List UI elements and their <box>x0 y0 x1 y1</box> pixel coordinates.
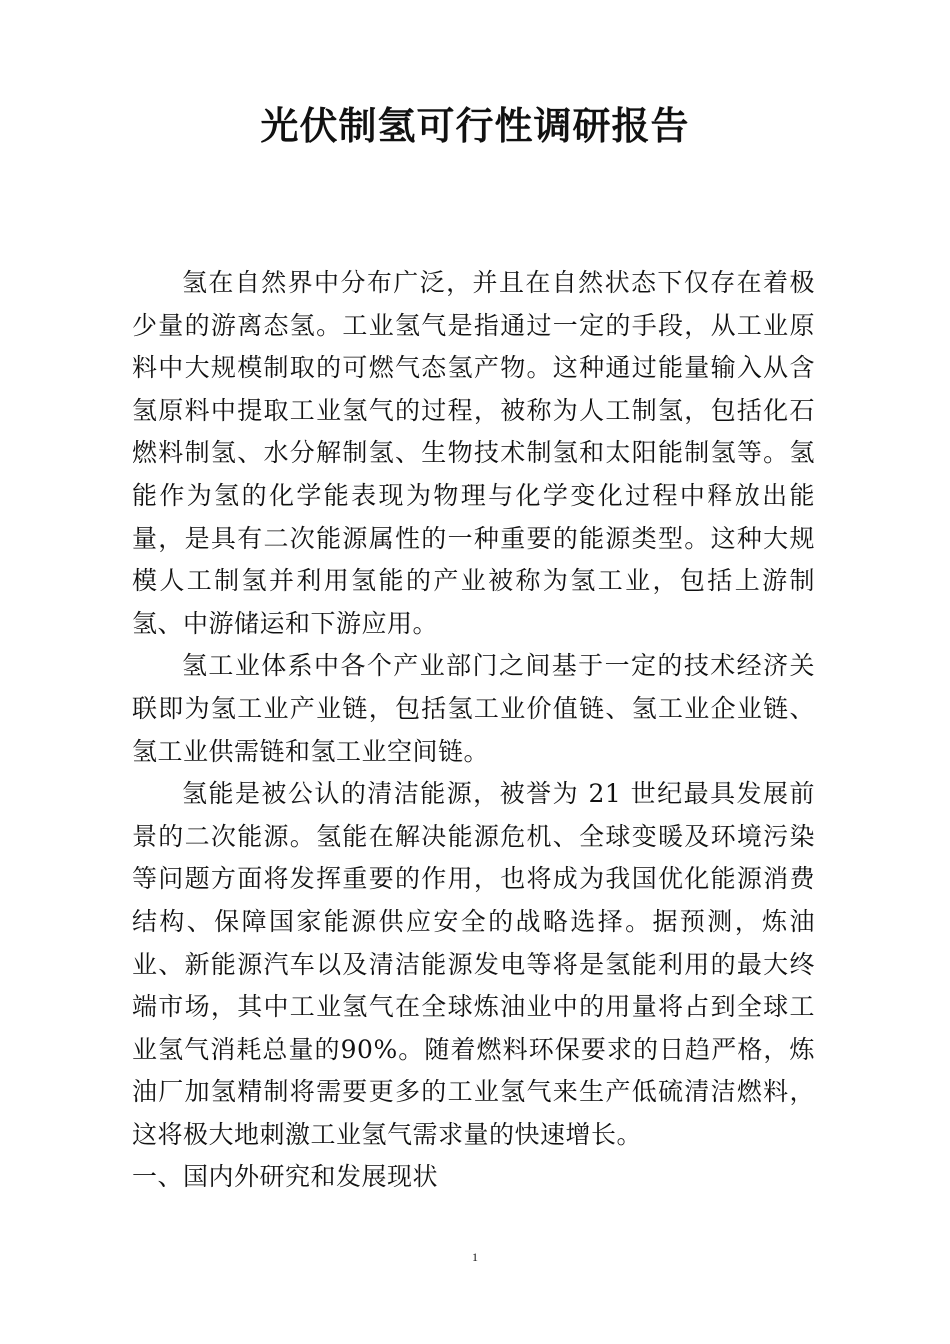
document-title: 光伏制氢可行性调研报告 <box>260 104 690 148</box>
section-heading: 一、国内外研究和发展现状 <box>132 1162 439 1192</box>
paragraph-3: 氢能是被公认的清洁能源，被誉为 21 世纪最具发展前景的二次能源。氢能在解决能源危机、全球变暖及环境污染等问题方面将发挥重要的作用，也将成为我国优化能源消费结构、保障国家能源供应安全的战略选择。据预测，炼油业、新能源汽车以及清洁能源发电等将是氢能利用的最大终端市场，其中工业氢气在全球炼油业中的用量将占到全球工业氢气消耗总量的90%。随着燃料环保要求的日趋严格，炼油厂加氢精制将需要更多的工业氢气来生产低硫清洁燃料，这将极大地刺激工业氢气需求量的快速增长。 <box>132 779 815 1149</box>
paragraph-2: 氢工业体系中各个产业部门之间基于一定的技术经济关联即为氢工业产业链，包括氢工业价值链、氢工业企业链、氢工业供需链和氢工业空间链。 <box>132 651 815 766</box>
paragraph-1: 氢在自然界中分布广泛，并且在自然状态下仅存在着极少量的游离态氢。工业氢气是指通过一定的手段，从工业原料中大规模制取的可燃气态氢产物。这种通过能量输入从含氢原料中提取工业氢气的过程，被称为人工制氢，包括化石燃料制氢、水分解制氢、生物技术制氢和太阳能制氢等。氢能作为氢的化学能表现为物理与化学变化过程中释放出能量，是具有二次能源属性的一种重要的能源类型。这种大规模人工制氢并利用氢能的产业被称为氢工业，包括上游制氢、中游储运和下游应用。 <box>132 268 815 638</box>
page-number: 1 <box>472 1250 478 1264</box>
document-body <box>132 262 815 1199</box>
